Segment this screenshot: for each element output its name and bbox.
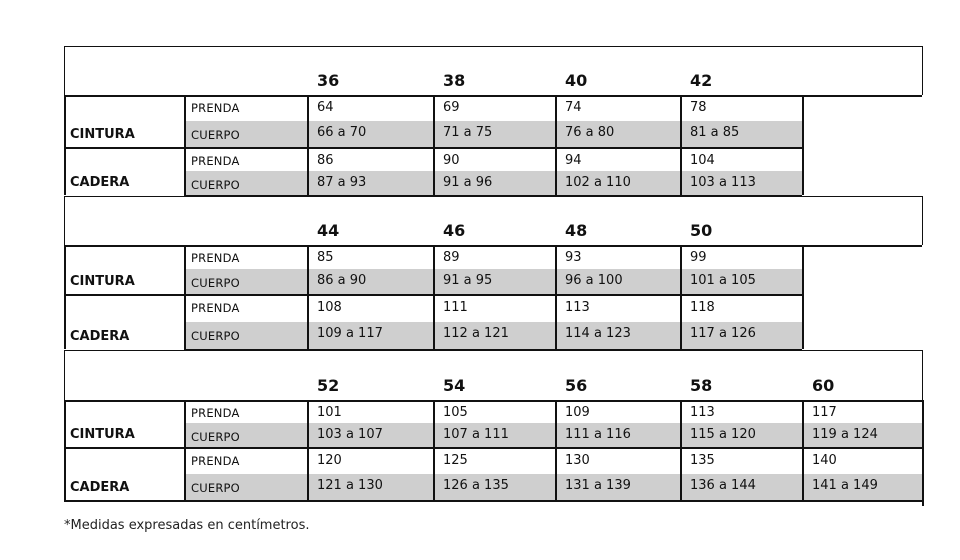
- rule-vertical: [184, 245, 186, 349]
- rule-vertical: [922, 46, 923, 95]
- cuerpo-value: 121 a 130: [317, 478, 383, 493]
- prenda-value: 108: [317, 300, 342, 315]
- size-header: 52: [317, 376, 340, 395]
- rule-vertical: [802, 400, 804, 500]
- cuerpo-value: 86 a 90: [317, 273, 367, 288]
- cuerpo-value: 103 a 113: [690, 175, 756, 190]
- rule-vertical: [922, 400, 924, 506]
- prenda-label: PRENDA: [191, 301, 240, 315]
- cuerpo-label: CUERPO: [191, 329, 240, 343]
- measure-label: CADERA: [70, 480, 130, 495]
- rule-vertical: [680, 95, 682, 195]
- rule-horizontal: [64, 46, 922, 47]
- cuerpo-value: 76 a 80: [565, 125, 615, 140]
- prenda-value: 64: [317, 100, 334, 115]
- prenda-value: 69: [443, 100, 460, 115]
- rule-vertical: [433, 95, 435, 195]
- measure-label: CADERA: [70, 175, 130, 190]
- size-header: 54: [443, 376, 466, 395]
- size-header: 46: [443, 221, 466, 240]
- size-header: 44: [317, 221, 340, 240]
- rule-vertical: [64, 95, 66, 195]
- cuerpo-value: 115 a 120: [690, 427, 756, 442]
- cuerpo-value: 96 a 100: [565, 273, 623, 288]
- prenda-value: 120: [317, 453, 342, 468]
- rule-vertical: [922, 196, 923, 245]
- rule-vertical: [307, 245, 309, 349]
- prenda-value: 93: [565, 250, 582, 265]
- cuerpo-label: CUERPO: [191, 481, 240, 495]
- prenda-value: 113: [565, 300, 590, 315]
- measure-label: CADERA: [70, 329, 130, 344]
- prenda-value: 74: [565, 100, 582, 115]
- rule-vertical: [802, 95, 804, 195]
- size-header: 50: [690, 221, 713, 240]
- prenda-value: 94: [565, 153, 582, 168]
- rule-vertical: [555, 400, 557, 500]
- cuerpo-value: 81 a 85: [690, 125, 740, 140]
- rule-vertical: [922, 350, 923, 400]
- cuerpo-label: CUERPO: [191, 128, 240, 142]
- prenda-value: 111: [443, 300, 468, 315]
- cuerpo-value: 112 a 121: [443, 326, 509, 341]
- cuerpo-value: 114 a 123: [565, 326, 631, 341]
- prenda-value: 135: [690, 453, 715, 468]
- rule-vertical: [64, 46, 65, 95]
- cuerpo-value: 91 a 95: [443, 273, 493, 288]
- prenda-value: 101: [317, 405, 342, 420]
- prenda-value: 140: [812, 453, 837, 468]
- measure-label: CINTURA: [70, 274, 135, 289]
- cuerpo-value: 117 a 126: [690, 326, 756, 341]
- prenda-value: 85: [317, 250, 334, 265]
- prenda-label: PRENDA: [191, 251, 240, 265]
- rule-vertical: [555, 245, 557, 349]
- cuerpo-value: 103 a 107: [317, 427, 383, 442]
- rule-vertical: [64, 400, 66, 500]
- rule-vertical: [555, 95, 557, 195]
- rule-horizontal: [64, 500, 922, 502]
- cuerpo-value: 126 a 135: [443, 478, 509, 493]
- prenda-value: 117: [812, 405, 837, 420]
- prenda-label: PRENDA: [191, 154, 240, 168]
- prenda-value: 99: [690, 250, 707, 265]
- prenda-label: PRENDA: [191, 101, 240, 115]
- prenda-value: 90: [443, 153, 460, 168]
- size-header: 42: [690, 71, 713, 90]
- rule-vertical: [433, 400, 435, 500]
- prenda-value: 118: [690, 300, 715, 315]
- cuerpo-label: CUERPO: [191, 178, 240, 192]
- size-header: 40: [565, 71, 588, 90]
- cuerpo-value: 87 a 93: [317, 175, 367, 190]
- rule-vertical: [802, 245, 804, 349]
- cuerpo-value: 101 a 105: [690, 273, 756, 288]
- prenda-label: PRENDA: [191, 406, 240, 420]
- cuerpo-value: 111 a 116: [565, 427, 631, 442]
- size-header: 60: [812, 376, 835, 395]
- prenda-value: 78: [690, 100, 707, 115]
- prenda-value: 130: [565, 453, 590, 468]
- cuerpo-value: 119 a 124: [812, 427, 878, 442]
- rule-vertical: [680, 245, 682, 349]
- prenda-value: 109: [565, 405, 590, 420]
- rule-horizontal: [64, 95, 922, 97]
- size-header: 58: [690, 376, 713, 395]
- rule-vertical: [307, 95, 309, 195]
- cuerpo-value: 102 a 110: [565, 175, 631, 190]
- prenda-value: 105: [443, 405, 468, 420]
- rule-horizontal: [64, 400, 922, 402]
- rule-vertical: [64, 245, 66, 349]
- prenda-value: 89: [443, 250, 460, 265]
- cuerpo-value: 66 a 70: [317, 125, 367, 140]
- prenda-value: 104: [690, 153, 715, 168]
- rule-vertical: [307, 400, 309, 500]
- prenda-value: 113: [690, 405, 715, 420]
- rule-horizontal: [64, 447, 922, 449]
- cuerpo-value: 71 a 75: [443, 125, 493, 140]
- cuerpo-value: 109 a 117: [317, 326, 383, 341]
- rule-horizontal: [64, 350, 922, 351]
- cuerpo-label: CUERPO: [191, 430, 240, 444]
- rule-vertical: [64, 350, 65, 400]
- footnote: *Medidas expresadas en centímetros.: [64, 518, 310, 533]
- prenda-value: 86: [317, 153, 334, 168]
- cuerpo-value: 107 a 111: [443, 427, 509, 442]
- prenda-label: PRENDA: [191, 454, 240, 468]
- cuerpo-value: 131 a 139: [565, 478, 631, 493]
- rule-vertical: [680, 400, 682, 500]
- cuerpo-value: 136 a 144: [690, 478, 756, 493]
- size-header: 38: [443, 71, 466, 90]
- rule-vertical: [64, 196, 65, 245]
- rule-horizontal: [64, 196, 922, 197]
- cuerpo-value: 91 a 96: [443, 175, 493, 190]
- prenda-value: 125: [443, 453, 468, 468]
- cuerpo-label: CUERPO: [191, 276, 240, 290]
- size-header: 56: [565, 376, 588, 395]
- measure-label: CINTURA: [70, 127, 135, 142]
- measure-label: CINTURA: [70, 427, 135, 442]
- size-header: 48: [565, 221, 588, 240]
- size-header: 36: [317, 71, 340, 90]
- rule-vertical: [184, 400, 186, 500]
- cuerpo-value: 141 a 149: [812, 478, 878, 493]
- rule-vertical: [184, 95, 186, 195]
- rule-horizontal: [64, 245, 922, 247]
- rule-vertical: [433, 245, 435, 349]
